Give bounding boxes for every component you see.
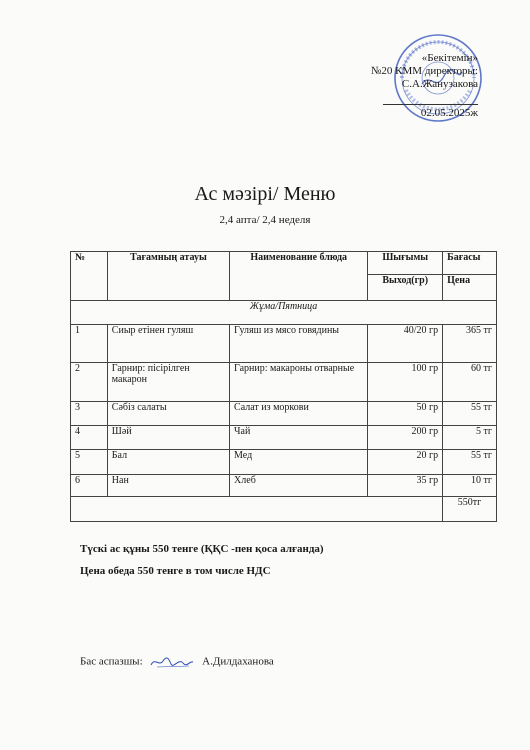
- table-row: [71, 426, 497, 450]
- row-num: 4: [71, 426, 108, 450]
- row-name-kz: Сиыр етінен гуляш: [107, 325, 229, 363]
- day-row: [71, 301, 497, 325]
- note-kz: Түскі ас құны 550 тенге (ҚҚС -пен қоса алғанда): [80, 543, 324, 555]
- total-row: [71, 497, 497, 522]
- row-output: 35 гр: [368, 475, 443, 497]
- header-price: Бағасы: [443, 252, 497, 275]
- chef-name: А.Дилдаханова: [202, 655, 274, 668]
- row-num: 2: [71, 363, 108, 402]
- row-name-ru: Гуляш из мясо говядины: [230, 325, 368, 363]
- approval-position: №20 КММ директоры:: [370, 65, 478, 77]
- header-name-ru: Наименование блюда: [230, 252, 368, 301]
- row-price: 365 тг: [443, 325, 497, 363]
- row-name-ru: Гарнир: макароны отварные: [230, 363, 368, 402]
- row-num: 6: [71, 475, 108, 497]
- approval-heading: «Бекітемін»: [421, 52, 478, 64]
- table-header-row: [71, 252, 497, 275]
- row-name-ru: Салат из моркови: [230, 402, 368, 426]
- menu-table: [70, 251, 497, 522]
- chef-label: Бас аспазшы:: [80, 655, 143, 668]
- row-output: 20 гр: [368, 450, 443, 475]
- row-output: 40/20 гр: [368, 325, 443, 363]
- row-price: 60 тг: [443, 363, 497, 402]
- header-output: Шығымы: [368, 252, 443, 275]
- row-num: 1: [71, 325, 108, 363]
- header-name-kz: Тағамның атауы: [107, 252, 229, 301]
- header-num: №: [71, 252, 108, 301]
- row-price: 5 тг: [443, 426, 497, 450]
- table-row: [71, 402, 497, 426]
- row-name-ru: Мед: [230, 450, 368, 475]
- page-subtitle: 2,4 апта/ 2,4 неделя: [219, 214, 311, 226]
- signature-line: [383, 91, 478, 105]
- approval-block: [308, 52, 478, 120]
- row-name-kz: Шәй: [107, 426, 229, 450]
- total-spacer: [71, 497, 443, 522]
- page-title: Ас мәзірі/ Меню: [194, 183, 336, 205]
- table-row: [71, 325, 497, 363]
- row-price: 55 тг: [443, 450, 497, 475]
- row-name-kz: Сәбіз салаты: [107, 402, 229, 426]
- row-num: 3: [71, 402, 108, 426]
- row-name-kz: Гарнир: пісірілген макарон: [107, 363, 229, 402]
- row-num: 5: [71, 450, 108, 475]
- row-name-ru: Хлеб: [230, 475, 368, 497]
- chef-signature-block: [80, 655, 274, 669]
- table-row: [71, 450, 497, 475]
- row-output: 100 гр: [368, 363, 443, 402]
- header-output-sub: Выход(гр): [368, 275, 443, 301]
- row-price: 55 тг: [443, 402, 497, 426]
- row-price: 10 тг: [443, 475, 497, 497]
- approval-date: 02.05.2025ж: [420, 107, 478, 119]
- row-name-kz: Нан: [107, 475, 229, 497]
- approval-director-name: С.А.Жанузакова: [401, 78, 478, 90]
- header-price-sub: Цена: [443, 275, 497, 301]
- note-ru: Цена обеда 550 тенге в том числе НДС: [80, 565, 271, 577]
- table-row: [71, 363, 497, 402]
- handwritten-signature-icon: [149, 655, 195, 669]
- row-name-ru: Чай: [230, 426, 368, 450]
- total-price: 550тг: [443, 497, 497, 522]
- row-output: 200 гр: [368, 426, 443, 450]
- day-label: Жұма/Пятница: [71, 301, 497, 325]
- row-name-kz: Бал: [107, 450, 229, 475]
- table-row: [71, 475, 497, 497]
- row-output: 50 гр: [368, 402, 443, 426]
